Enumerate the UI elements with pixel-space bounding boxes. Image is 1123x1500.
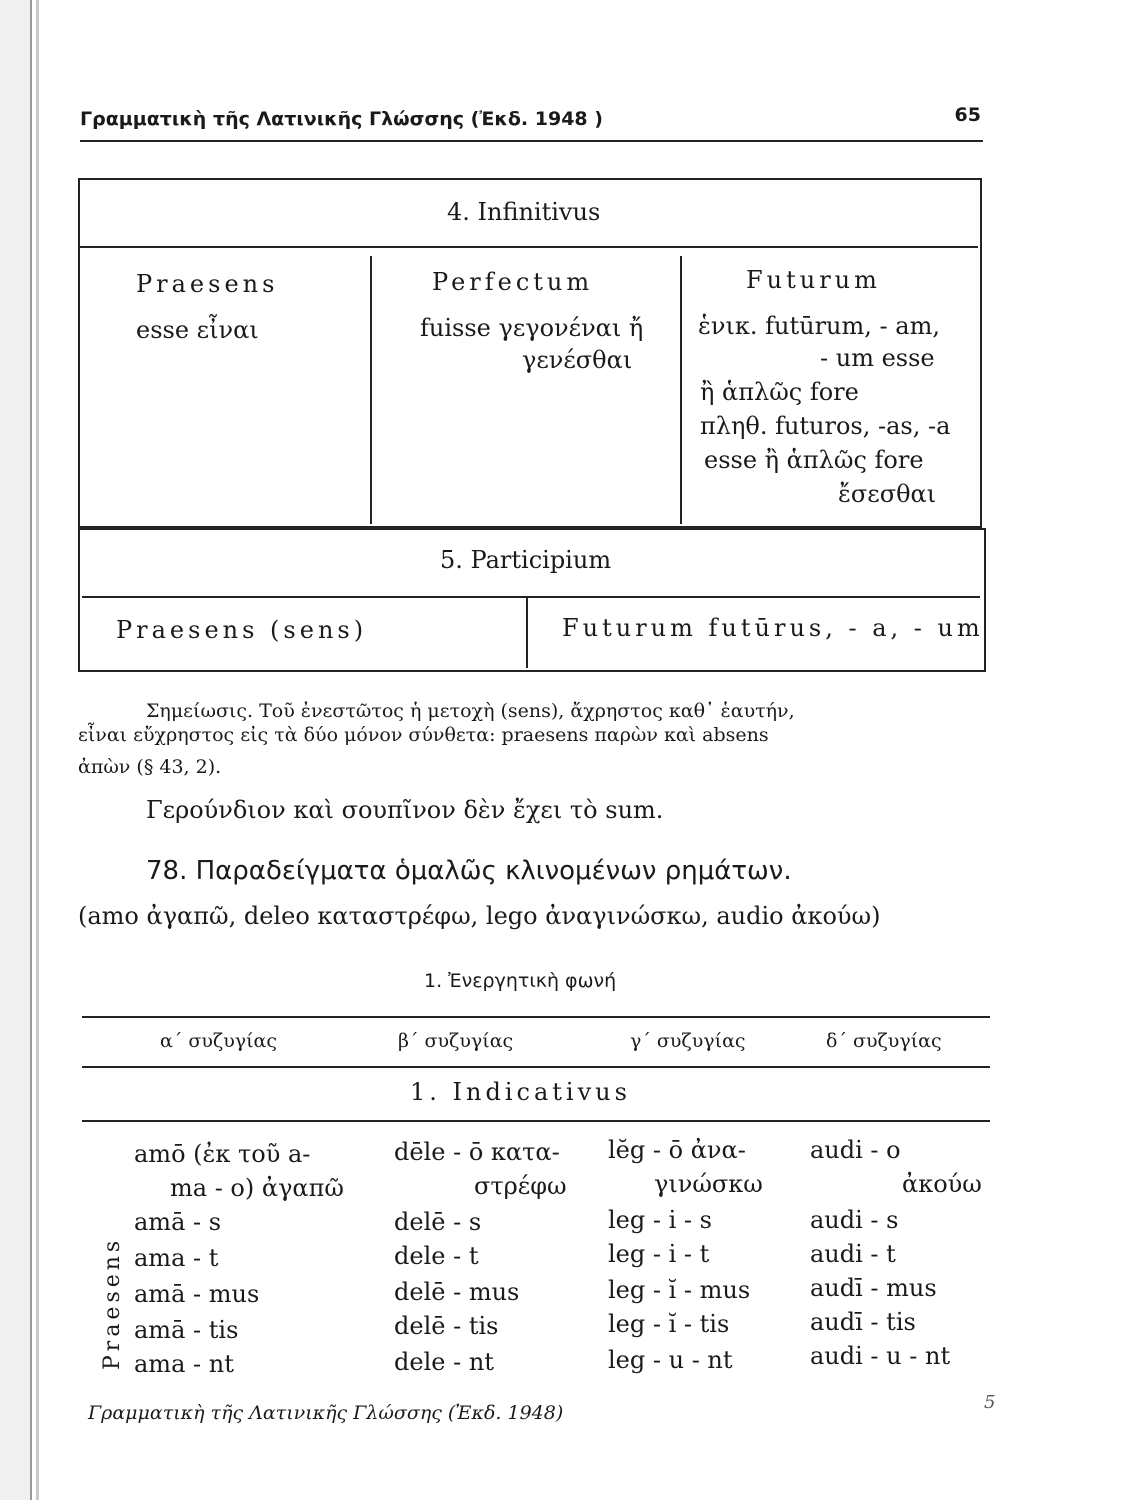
perfectum-form: fuisse γεγονέναι ἤ bbox=[420, 314, 644, 342]
section-title: 78. Παραδείγματα ὁμαλῶς κλινομένων ρημάτων. bbox=[146, 856, 792, 886]
running-header bbox=[80, 100, 983, 142]
form-legimus: leg - ĭ - mus bbox=[608, 1276, 751, 1304]
form-amant: ama - nt bbox=[134, 1350, 234, 1378]
futurum-form-5: esse ἢ ἁπλῶς fore bbox=[704, 446, 924, 474]
futurum-form-4: πληθ. futuros, -as, -a bbox=[700, 412, 951, 440]
futurum-heading: Futurum bbox=[746, 266, 881, 294]
perfectum-heading: Perfectum bbox=[432, 268, 594, 296]
futurum-form-6: ἔσεσθαι bbox=[838, 480, 937, 508]
tense-label: Praesens bbox=[100, 1236, 125, 1370]
conj-header-4: δ΄ συζυγίας bbox=[826, 1030, 942, 1052]
perfectum-form-cont: γενέσθαι bbox=[522, 346, 633, 374]
form-audit: audi - t bbox=[810, 1240, 896, 1268]
futurum-form-1: ἑνικ. futūrum, - am, bbox=[698, 312, 940, 340]
table-divider bbox=[80, 246, 978, 248]
form-legit: leg - i - t bbox=[608, 1240, 710, 1268]
gerund-note: Γερούνδιον καὶ σουπῖνον δὲν ἔχει τὸ sum. bbox=[146, 796, 664, 824]
futurum-form-3: ἢ ἁπλῶς fore bbox=[700, 378, 859, 406]
infinitivus-title: 4. Infinitivus bbox=[447, 198, 601, 226]
footer-signature: Γραμματικὴ τῆς Λατινικῆς Γλώσσης (Ἐκδ. 1948) bbox=[88, 1402, 564, 1424]
table-rule bbox=[82, 1120, 990, 1122]
form-lego-cont: γινώσκω bbox=[654, 1170, 763, 1198]
note-line-1: Σημείωσις. Τοῦ ἐνεστῶτος ἡ μετοχὴ (sens), ἄχρηστος καθ᾽ ἑαυτήν, bbox=[146, 700, 795, 722]
note-line-2: εἶναι εὔχρηστος εἰς τὰ δύο μόνον σύνθετα: praesens παρὼν καὶ absens bbox=[78, 724, 769, 746]
form-audio-cont: ἀκούω bbox=[902, 1170, 982, 1198]
table-rule bbox=[82, 1066, 990, 1068]
voice-heading: 1. Ἐνεργητικὴ φωνή bbox=[424, 970, 617, 992]
form-amo: amō (ἐκ τοῦ a- bbox=[134, 1140, 311, 1168]
participium-title: 5. Participium bbox=[440, 546, 612, 574]
form-deles: delē - s bbox=[394, 1208, 482, 1236]
form-legitis: leg - ĭ - tis bbox=[608, 1310, 730, 1338]
column-divider bbox=[680, 256, 682, 524]
form-amatis: amā - tis bbox=[134, 1316, 239, 1344]
form-deleo-cont: στρέφω bbox=[474, 1172, 567, 1200]
conj-header-3: γ΄ συζυγίας bbox=[630, 1030, 746, 1052]
table-rule bbox=[82, 1016, 990, 1018]
praesens-form: esse εἶναι bbox=[136, 316, 259, 344]
form-amo-cont: ma - o) ἀγαπῶ bbox=[170, 1174, 344, 1202]
form-audio: audi - o bbox=[810, 1136, 901, 1164]
form-delet: dele - t bbox=[394, 1242, 479, 1270]
conj-header-2: β΄ συζυγίας bbox=[398, 1030, 514, 1052]
mood-heading: 1. Indicativus bbox=[410, 1078, 631, 1106]
header-title: Γραμματικὴ τῆς Λατινικῆς Γλώσσης (Ἐκδ. 1948 ) bbox=[80, 108, 603, 130]
form-amat: ama - t bbox=[134, 1244, 219, 1272]
form-delemus: delē - mus bbox=[394, 1278, 520, 1306]
futurum-form-2: - um esse bbox=[820, 344, 935, 372]
table-divider bbox=[82, 596, 980, 598]
form-amamus: amā - mus bbox=[134, 1280, 260, 1308]
page-number: 65 bbox=[954, 104, 981, 126]
column-divider bbox=[526, 598, 528, 668]
form-legunt: leg - u - nt bbox=[608, 1346, 733, 1374]
form-deletis: delē - tis bbox=[394, 1312, 499, 1340]
signature-mark: 5 bbox=[984, 1392, 996, 1413]
binding-edge bbox=[0, 0, 32, 1500]
note-line-3: ἀπὼν (§ 43, 2). bbox=[78, 756, 222, 778]
form-deleo: dēle - ō κατα- bbox=[394, 1138, 560, 1166]
form-audiunt: audi - u - nt bbox=[810, 1342, 951, 1370]
praesens-heading: Praesens bbox=[136, 270, 279, 298]
form-auditis: audī - tis bbox=[810, 1308, 916, 1336]
section-subtitle: (amo ἀγαπῶ, deleo καταστρέφω, lego ἀναγινώσκω, audio ἀκούω) bbox=[78, 902, 881, 930]
form-audis: audi - s bbox=[810, 1206, 899, 1234]
column-divider bbox=[370, 256, 372, 524]
conj-header-1: α΄ συζυγίας bbox=[160, 1030, 278, 1052]
binding-edge-line bbox=[36, 0, 39, 1500]
form-legis: leg - i - s bbox=[608, 1206, 712, 1234]
form-audimus: audī - mus bbox=[810, 1274, 937, 1302]
participium-praesens: Praesens (sens) bbox=[116, 616, 368, 644]
form-amas: amā - s bbox=[134, 1208, 222, 1236]
form-lego: lĕg - ō ἀνα- bbox=[608, 1136, 746, 1164]
form-delent: dele - nt bbox=[394, 1348, 494, 1376]
participium-futurum: Futurum futūrus, - a, - um bbox=[562, 614, 984, 642]
